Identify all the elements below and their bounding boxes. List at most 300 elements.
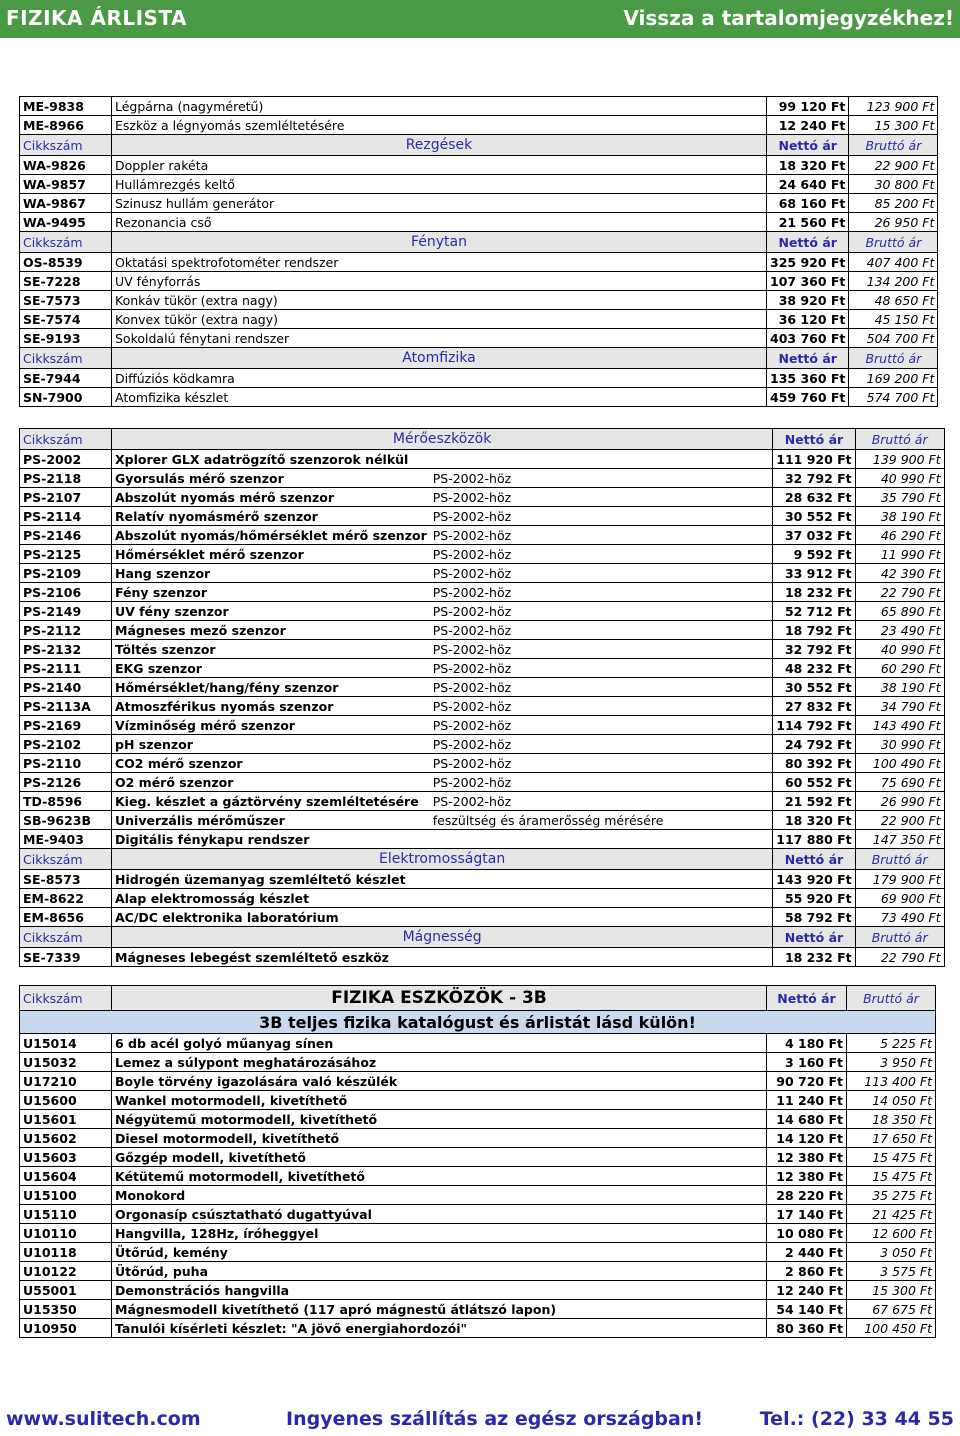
table-row bbox=[20, 194, 938, 213]
gross-price: 22 900 Ft bbox=[849, 156, 938, 175]
item-note: PS-2002-höz bbox=[430, 678, 773, 697]
column-header-gross: Bruttó ár bbox=[847, 986, 936, 1011]
net-price: 117 880 Ft bbox=[773, 830, 855, 849]
item-code: U15604 bbox=[20, 1167, 112, 1186]
net-price: 32 792 Ft bbox=[773, 640, 855, 659]
table-row bbox=[20, 369, 938, 388]
item-note: PS-2002-höz bbox=[430, 621, 773, 640]
item-code: PS-2112 bbox=[20, 621, 112, 640]
table-row bbox=[20, 450, 945, 469]
item-name: Hang szenzor bbox=[112, 564, 430, 583]
item-code: U10118 bbox=[20, 1243, 112, 1262]
table-row bbox=[20, 1186, 936, 1205]
column-header-code: Cikkszám bbox=[20, 927, 112, 948]
item-note: PS-2002-höz bbox=[430, 488, 773, 507]
item-code: ME-8966 bbox=[20, 116, 112, 135]
column-header-net: Nettó ár bbox=[773, 429, 855, 450]
table-row bbox=[20, 291, 938, 310]
item-name: pH szenzor bbox=[112, 735, 430, 754]
section-header-row bbox=[20, 986, 936, 1011]
net-price: 24 792 Ft bbox=[773, 735, 855, 754]
item-code: ME-9403 bbox=[20, 830, 112, 849]
column-header-gross: Bruttó ár bbox=[855, 429, 944, 450]
net-price: 4 180 Ft bbox=[767, 1034, 847, 1053]
item-name: Monokord bbox=[112, 1186, 767, 1205]
column-header-gross: Bruttó ár bbox=[855, 927, 944, 948]
table-row bbox=[20, 175, 938, 194]
column-header-gross: Bruttó ár bbox=[849, 232, 938, 253]
item-name: Diffúziós ködkamra bbox=[112, 369, 767, 388]
gross-price: 34 790 Ft bbox=[855, 697, 944, 716]
net-price: 55 920 Ft bbox=[773, 889, 855, 908]
gross-price: 15 475 Ft bbox=[847, 1148, 936, 1167]
item-name: Gőzgép modell, kivetíthető bbox=[112, 1148, 767, 1167]
table-row bbox=[20, 253, 938, 272]
item-name: Légpárna (nagyméretű) bbox=[112, 97, 767, 116]
table-row bbox=[20, 156, 938, 175]
net-price: 32 792 Ft bbox=[773, 469, 855, 488]
section-header-row bbox=[20, 348, 938, 369]
item-code: SE-7228 bbox=[20, 272, 112, 291]
item-code: SE-9193 bbox=[20, 329, 112, 348]
table-row bbox=[20, 792, 945, 811]
item-name: Hidrogén üzemanyag szemléltető készlet bbox=[112, 870, 773, 889]
table-row bbox=[20, 1224, 936, 1243]
page-header bbox=[0, 0, 960, 38]
gross-price: 23 490 Ft bbox=[855, 621, 944, 640]
column-header-gross: Bruttó ár bbox=[855, 849, 944, 870]
item-name: Mágneses lebegést szemléltető eszköz bbox=[112, 948, 773, 967]
gross-price: 139 900 Ft bbox=[855, 450, 944, 469]
item-code: PS-2002 bbox=[20, 450, 112, 469]
gross-price: 69 900 Ft bbox=[855, 889, 944, 908]
item-code: EM-8622 bbox=[20, 889, 112, 908]
column-header-net: Nettó ár bbox=[767, 348, 849, 369]
table-row bbox=[20, 870, 945, 889]
item-note: PS-2002-höz bbox=[430, 507, 773, 526]
gross-price: 40 990 Ft bbox=[855, 640, 944, 659]
item-note: PS-2002-höz bbox=[430, 716, 773, 735]
gross-price: 26 950 Ft bbox=[849, 213, 938, 232]
gross-price: 26 990 Ft bbox=[855, 792, 944, 811]
gross-price: 100 450 Ft bbox=[847, 1319, 936, 1338]
net-price: 12 240 Ft bbox=[767, 116, 849, 135]
gross-price: 3 050 Ft bbox=[847, 1243, 936, 1262]
item-code: PS-2107 bbox=[20, 488, 112, 507]
item-code: U10110 bbox=[20, 1224, 112, 1243]
shipping-notice: Ingyenes szállítás az egész országban! bbox=[286, 1408, 704, 1430]
gross-price: 169 200 Ft bbox=[849, 369, 938, 388]
item-note: PS-2002-höz bbox=[430, 735, 773, 754]
item-code: SE-7573 bbox=[20, 291, 112, 310]
item-name: Hullámrezgés keltő bbox=[112, 175, 767, 194]
item-code: PS-2110 bbox=[20, 754, 112, 773]
item-name: Oktatási spektrofotométer rendszer bbox=[112, 253, 767, 272]
net-price: 18 232 Ft bbox=[773, 583, 855, 602]
item-code: U15600 bbox=[20, 1091, 112, 1110]
item-name: Hőmérséklet mérő szenzor bbox=[112, 545, 430, 564]
table-row bbox=[20, 602, 945, 621]
item-name: Konkáv tükör (extra nagy) bbox=[112, 291, 767, 310]
net-price: 68 160 Ft bbox=[767, 194, 849, 213]
item-code: WA-9857 bbox=[20, 175, 112, 194]
table-row bbox=[20, 948, 945, 967]
column-header-net: Nettó ár bbox=[767, 986, 847, 1011]
item-note: PS-2002-höz bbox=[430, 754, 773, 773]
table-row bbox=[20, 507, 945, 526]
item-name: Demonstrációs hangvilla bbox=[112, 1281, 767, 1300]
table-row bbox=[20, 488, 945, 507]
net-price: 28 220 Ft bbox=[767, 1186, 847, 1205]
section-title: Elektromosságtan bbox=[112, 849, 773, 870]
gross-price: 147 350 Ft bbox=[855, 830, 944, 849]
net-price: 33 912 Ft bbox=[773, 564, 855, 583]
item-name: Töltés szenzor bbox=[112, 640, 430, 659]
table-row bbox=[20, 97, 938, 116]
item-code: SE-7574 bbox=[20, 310, 112, 329]
item-name: Alap elektromosság készlet bbox=[112, 889, 773, 908]
item-name: AC/DC elektronika laboratórium bbox=[112, 908, 773, 927]
column-header-gross: Bruttó ár bbox=[849, 135, 938, 156]
item-name: Fény szenzor bbox=[112, 583, 430, 602]
item-name: Rezonancia cső bbox=[112, 213, 767, 232]
table-row bbox=[20, 1281, 936, 1300]
gross-price: 100 490 Ft bbox=[855, 754, 944, 773]
table-row bbox=[20, 213, 938, 232]
column-header-code: Cikkszám bbox=[20, 135, 112, 156]
table-row bbox=[20, 116, 938, 135]
net-price: 52 712 Ft bbox=[773, 602, 855, 621]
column-header-code: Cikkszám bbox=[20, 429, 112, 450]
table-row bbox=[20, 469, 945, 488]
column-header-net: Nettó ár bbox=[773, 849, 855, 870]
table-row bbox=[20, 754, 945, 773]
table-row bbox=[20, 1243, 936, 1262]
net-price: 54 140 Ft bbox=[767, 1300, 847, 1319]
item-code: OS-8539 bbox=[20, 253, 112, 272]
back-to-contents-link[interactable]: Vissza a tartalomjegyzékhez! bbox=[623, 6, 954, 30]
column-header-net: Nettó ár bbox=[767, 135, 849, 156]
item-note: PS-2002-höz bbox=[430, 697, 773, 716]
gross-price: 143 490 Ft bbox=[855, 716, 944, 735]
item-name: Relatív nyomásmérő szenzor bbox=[112, 507, 430, 526]
table-row bbox=[20, 1262, 936, 1281]
net-price: 38 920 Ft bbox=[767, 291, 849, 310]
net-price: 18 232 Ft bbox=[773, 948, 855, 967]
table-row bbox=[20, 1167, 936, 1186]
section-title: Mérőeszközök bbox=[112, 429, 773, 450]
gross-price: 46 290 Ft bbox=[855, 526, 944, 545]
table-row bbox=[20, 545, 945, 564]
catalog-note-row bbox=[20, 1011, 936, 1034]
item-code: WA-9867 bbox=[20, 194, 112, 213]
item-name: Sokoldalú fénytani rendszer bbox=[112, 329, 767, 348]
net-price: 60 552 Ft bbox=[773, 773, 855, 792]
gross-price: 17 650 Ft bbox=[847, 1129, 936, 1148]
column-header-code: Cikkszám bbox=[20, 849, 112, 870]
item-name: Mágnesmodell kivetíthető (117 apró mágnestű átlátszó lapon) bbox=[112, 1300, 767, 1319]
gross-price: 42 390 Ft bbox=[855, 564, 944, 583]
gross-price: 35 790 Ft bbox=[855, 488, 944, 507]
item-code: PS-2102 bbox=[20, 735, 112, 754]
item-name: Hangvilla, 128Hz, íróheggyel bbox=[112, 1224, 767, 1243]
net-price: 21 592 Ft bbox=[773, 792, 855, 811]
table-row bbox=[20, 678, 945, 697]
net-price: 28 632 Ft bbox=[773, 488, 855, 507]
item-note: PS-2002-höz bbox=[430, 640, 773, 659]
net-price: 17 140 Ft bbox=[767, 1205, 847, 1224]
item-code: U15603 bbox=[20, 1148, 112, 1167]
section-header-row bbox=[20, 232, 938, 253]
item-name: Abszolút nyomás mérő szenzor bbox=[112, 488, 430, 507]
gross-price: 22 790 Ft bbox=[855, 948, 944, 967]
net-price: 12 380 Ft bbox=[767, 1167, 847, 1186]
gross-price: 3 950 Ft bbox=[847, 1053, 936, 1072]
table-row bbox=[20, 1072, 936, 1091]
item-name: CO2 mérő szenzor bbox=[112, 754, 430, 773]
net-price: 111 920 Ft bbox=[773, 450, 855, 469]
net-price: 80 360 Ft bbox=[767, 1319, 847, 1338]
net-price: 30 552 Ft bbox=[773, 507, 855, 526]
item-name: Kétütemű motormodell, kivetíthető bbox=[112, 1167, 767, 1186]
gross-price: 18 350 Ft bbox=[847, 1110, 936, 1129]
gross-price: 60 290 Ft bbox=[855, 659, 944, 678]
net-price: 11 240 Ft bbox=[767, 1091, 847, 1110]
table-row bbox=[20, 1205, 936, 1224]
gross-price: 40 990 Ft bbox=[855, 469, 944, 488]
item-code: TD-8596 bbox=[20, 792, 112, 811]
gross-price: 5 225 Ft bbox=[847, 1034, 936, 1053]
gross-price: 73 490 Ft bbox=[855, 908, 944, 927]
table-row bbox=[20, 830, 945, 849]
net-price: 80 392 Ft bbox=[773, 754, 855, 773]
item-code: SB-9623B bbox=[20, 811, 112, 830]
table-row bbox=[20, 659, 945, 678]
item-name: Konvex tükör (extra nagy) bbox=[112, 310, 767, 329]
gross-price: 14 050 Ft bbox=[847, 1091, 936, 1110]
gross-price: 45 150 Ft bbox=[849, 310, 938, 329]
item-name: Orgonasíp csúsztatható dugattyúval bbox=[112, 1205, 767, 1224]
gross-price: 134 200 Ft bbox=[849, 272, 938, 291]
net-price: 24 640 Ft bbox=[767, 175, 849, 194]
gross-price: 21 425 Ft bbox=[847, 1205, 936, 1224]
item-code: PS-2132 bbox=[20, 640, 112, 659]
net-price: 18 320 Ft bbox=[767, 156, 849, 175]
item-name: Eszköz a légnyomás szemléltetésére bbox=[112, 116, 767, 135]
item-code: PS-2125 bbox=[20, 545, 112, 564]
item-note: PS-2002-höz bbox=[430, 773, 773, 792]
item-note: PS-2002-höz bbox=[430, 469, 773, 488]
item-name: Abszolút nyomás/hőmérséklet mérő szenzor bbox=[112, 526, 430, 545]
catalog-note: 3B teljes fizika katalógust és árlistát lásd külön! bbox=[20, 1011, 936, 1034]
gross-price: 113 400 Ft bbox=[847, 1072, 936, 1091]
item-name: Szinusz hullám generátor bbox=[112, 194, 767, 213]
table-row bbox=[20, 388, 938, 407]
item-code: EM-8656 bbox=[20, 908, 112, 927]
item-code: SN-7900 bbox=[20, 388, 112, 407]
net-price: 27 832 Ft bbox=[773, 697, 855, 716]
gross-price: 123 900 Ft bbox=[849, 97, 938, 116]
item-note: PS-2002-höz bbox=[430, 792, 773, 811]
item-name: O2 mérő szenzor bbox=[112, 773, 430, 792]
net-price: 2 440 Ft bbox=[767, 1243, 847, 1262]
gross-price: 48 650 Ft bbox=[849, 291, 938, 310]
item-name: Atomfizika készlet bbox=[112, 388, 767, 407]
gross-price: 15 300 Ft bbox=[847, 1281, 936, 1300]
column-header-net: Nettó ár bbox=[767, 232, 849, 253]
gross-price: 504 700 Ft bbox=[849, 329, 938, 348]
table-row bbox=[20, 621, 945, 640]
table-row bbox=[20, 1129, 936, 1148]
price-table-1 bbox=[19, 96, 938, 407]
item-code: U15350 bbox=[20, 1300, 112, 1319]
gross-price: 30 990 Ft bbox=[855, 735, 944, 754]
item-code: U15601 bbox=[20, 1110, 112, 1129]
item-name: Gyorsulás mérő szenzor bbox=[112, 469, 430, 488]
section-header-row bbox=[20, 135, 938, 156]
item-code: WA-9826 bbox=[20, 156, 112, 175]
item-note: PS-2002-höz bbox=[430, 659, 773, 678]
section-title: Atomfizika bbox=[112, 348, 767, 369]
gross-price: 65 890 Ft bbox=[855, 602, 944, 621]
item-code: PS-2149 bbox=[20, 602, 112, 621]
net-price: 14 120 Ft bbox=[767, 1129, 847, 1148]
gross-price: 30 800 Ft bbox=[849, 175, 938, 194]
net-price: 143 920 Ft bbox=[773, 870, 855, 889]
item-name: Doppler rakéta bbox=[112, 156, 767, 175]
column-header-code: Cikkszám bbox=[20, 986, 112, 1011]
item-name: Négyütemű motormodell, kivetíthető bbox=[112, 1110, 767, 1129]
item-note: PS-2002-höz bbox=[430, 545, 773, 564]
item-code: PS-2140 bbox=[20, 678, 112, 697]
item-name: UV fény szenzor bbox=[112, 602, 430, 621]
net-price: 58 792 Ft bbox=[773, 908, 855, 927]
item-name: Diesel motormodell, kivetíthető bbox=[112, 1129, 767, 1148]
table-row bbox=[20, 1319, 936, 1338]
item-note: PS-2002-höz bbox=[430, 602, 773, 621]
net-price: 99 120 Ft bbox=[767, 97, 849, 116]
gross-price: 85 200 Ft bbox=[849, 194, 938, 213]
gross-price: 3 575 Ft bbox=[847, 1262, 936, 1281]
section-header-row bbox=[20, 849, 945, 870]
item-name: Mágneses mező szenzor bbox=[112, 621, 430, 640]
net-price: 36 120 Ft bbox=[767, 310, 849, 329]
net-price: 2 860 Ft bbox=[767, 1262, 847, 1281]
item-code: ME-9838 bbox=[20, 97, 112, 116]
gross-price: 574 700 Ft bbox=[849, 388, 938, 407]
table-row bbox=[20, 697, 945, 716]
item-name: 6 db acél golyó műanyag sínen bbox=[112, 1034, 767, 1053]
item-note: feszültség és áramerősség mérésére bbox=[430, 811, 773, 830]
gross-price: 12 600 Ft bbox=[847, 1224, 936, 1243]
net-price: 114 792 Ft bbox=[773, 716, 855, 735]
table-row bbox=[20, 735, 945, 754]
net-price: 37 032 Ft bbox=[773, 526, 855, 545]
section-title: Rezgések bbox=[112, 135, 767, 156]
table-row bbox=[20, 1300, 936, 1319]
item-name: Digitális fénykapu rendszer bbox=[112, 830, 773, 849]
table-row bbox=[20, 329, 938, 348]
net-price: 12 380 Ft bbox=[767, 1148, 847, 1167]
item-code: PS-2111 bbox=[20, 659, 112, 678]
net-price: 48 232 Ft bbox=[773, 659, 855, 678]
item-code: U15014 bbox=[20, 1034, 112, 1053]
net-price: 18 320 Ft bbox=[773, 811, 855, 830]
item-code: U10122 bbox=[20, 1262, 112, 1281]
net-price: 403 760 Ft bbox=[767, 329, 849, 348]
table-row bbox=[20, 773, 945, 792]
item-code: U15032 bbox=[20, 1053, 112, 1072]
item-code: U55001 bbox=[20, 1281, 112, 1300]
item-name: Univerzális mérőműszer bbox=[112, 811, 430, 830]
item-name: Ütőrúd, puha bbox=[112, 1262, 767, 1281]
item-name: Vízminőség mérő szenzor bbox=[112, 716, 430, 735]
table-row bbox=[20, 583, 945, 602]
item-name: Atmoszférikus nyomás szenzor bbox=[112, 697, 430, 716]
table-row bbox=[20, 1053, 936, 1072]
gross-price: 22 790 Ft bbox=[855, 583, 944, 602]
item-code: PS-2109 bbox=[20, 564, 112, 583]
gross-price: 38 190 Ft bbox=[855, 507, 944, 526]
section-header-row bbox=[20, 429, 945, 450]
website-link[interactable]: www.sulitech.com bbox=[6, 1408, 201, 1430]
item-code: PS-2113A bbox=[20, 697, 112, 716]
gross-price: 67 675 Ft bbox=[847, 1300, 936, 1319]
section-title: Mágnesség bbox=[112, 927, 773, 948]
gross-price: 179 900 Ft bbox=[855, 870, 944, 889]
net-price: 12 240 Ft bbox=[767, 1281, 847, 1300]
item-name: Hőmérséklet/hang/fény szenzor bbox=[112, 678, 430, 697]
item-name: UV fényforrás bbox=[112, 272, 767, 291]
table-row bbox=[20, 889, 945, 908]
table-row bbox=[20, 716, 945, 735]
item-code: U17210 bbox=[20, 1072, 112, 1091]
section-header-row bbox=[20, 927, 945, 948]
net-price: 459 760 Ft bbox=[767, 388, 849, 407]
item-note: PS-2002-höz bbox=[430, 526, 773, 545]
column-header-code: Cikkszám bbox=[20, 232, 112, 253]
gross-price: 38 190 Ft bbox=[855, 678, 944, 697]
section-title: FIZIKA ESZKÖZÖK - 3B bbox=[112, 986, 767, 1011]
table-row bbox=[20, 908, 945, 927]
price-table-3 bbox=[19, 985, 936, 1338]
table-row bbox=[20, 811, 945, 830]
gross-price: 35 275 Ft bbox=[847, 1186, 936, 1205]
net-price: 18 792 Ft bbox=[773, 621, 855, 640]
item-name: Wankel motormodell, kivetíthető bbox=[112, 1091, 767, 1110]
table-row bbox=[20, 1110, 936, 1129]
net-price: 325 920 Ft bbox=[767, 253, 849, 272]
item-name: Xplorer GLX adatrögzítő szenzorok nélkül bbox=[112, 450, 773, 469]
net-price: 21 560 Ft bbox=[767, 213, 849, 232]
item-code: SE-7339 bbox=[20, 948, 112, 967]
column-header-gross: Bruttó ár bbox=[849, 348, 938, 369]
gross-price: 15 300 Ft bbox=[849, 116, 938, 135]
item-code: PS-2114 bbox=[20, 507, 112, 526]
item-code: SE-7944 bbox=[20, 369, 112, 388]
item-name: Tanulói kísérleti készlet: "A jövő energiahordozói" bbox=[112, 1319, 767, 1338]
price-table-2 bbox=[19, 428, 945, 967]
gross-price: 11 990 Ft bbox=[855, 545, 944, 564]
item-note: PS-2002-höz bbox=[430, 583, 773, 602]
table-row bbox=[20, 526, 945, 545]
column-header-net: Nettó ár bbox=[773, 927, 855, 948]
column-header-code: Cikkszám bbox=[20, 348, 112, 369]
net-price: 30 552 Ft bbox=[773, 678, 855, 697]
item-code: PS-2126 bbox=[20, 773, 112, 792]
item-name: EKG szenzor bbox=[112, 659, 430, 678]
item-name: Ütőrúd, kemény bbox=[112, 1243, 767, 1262]
